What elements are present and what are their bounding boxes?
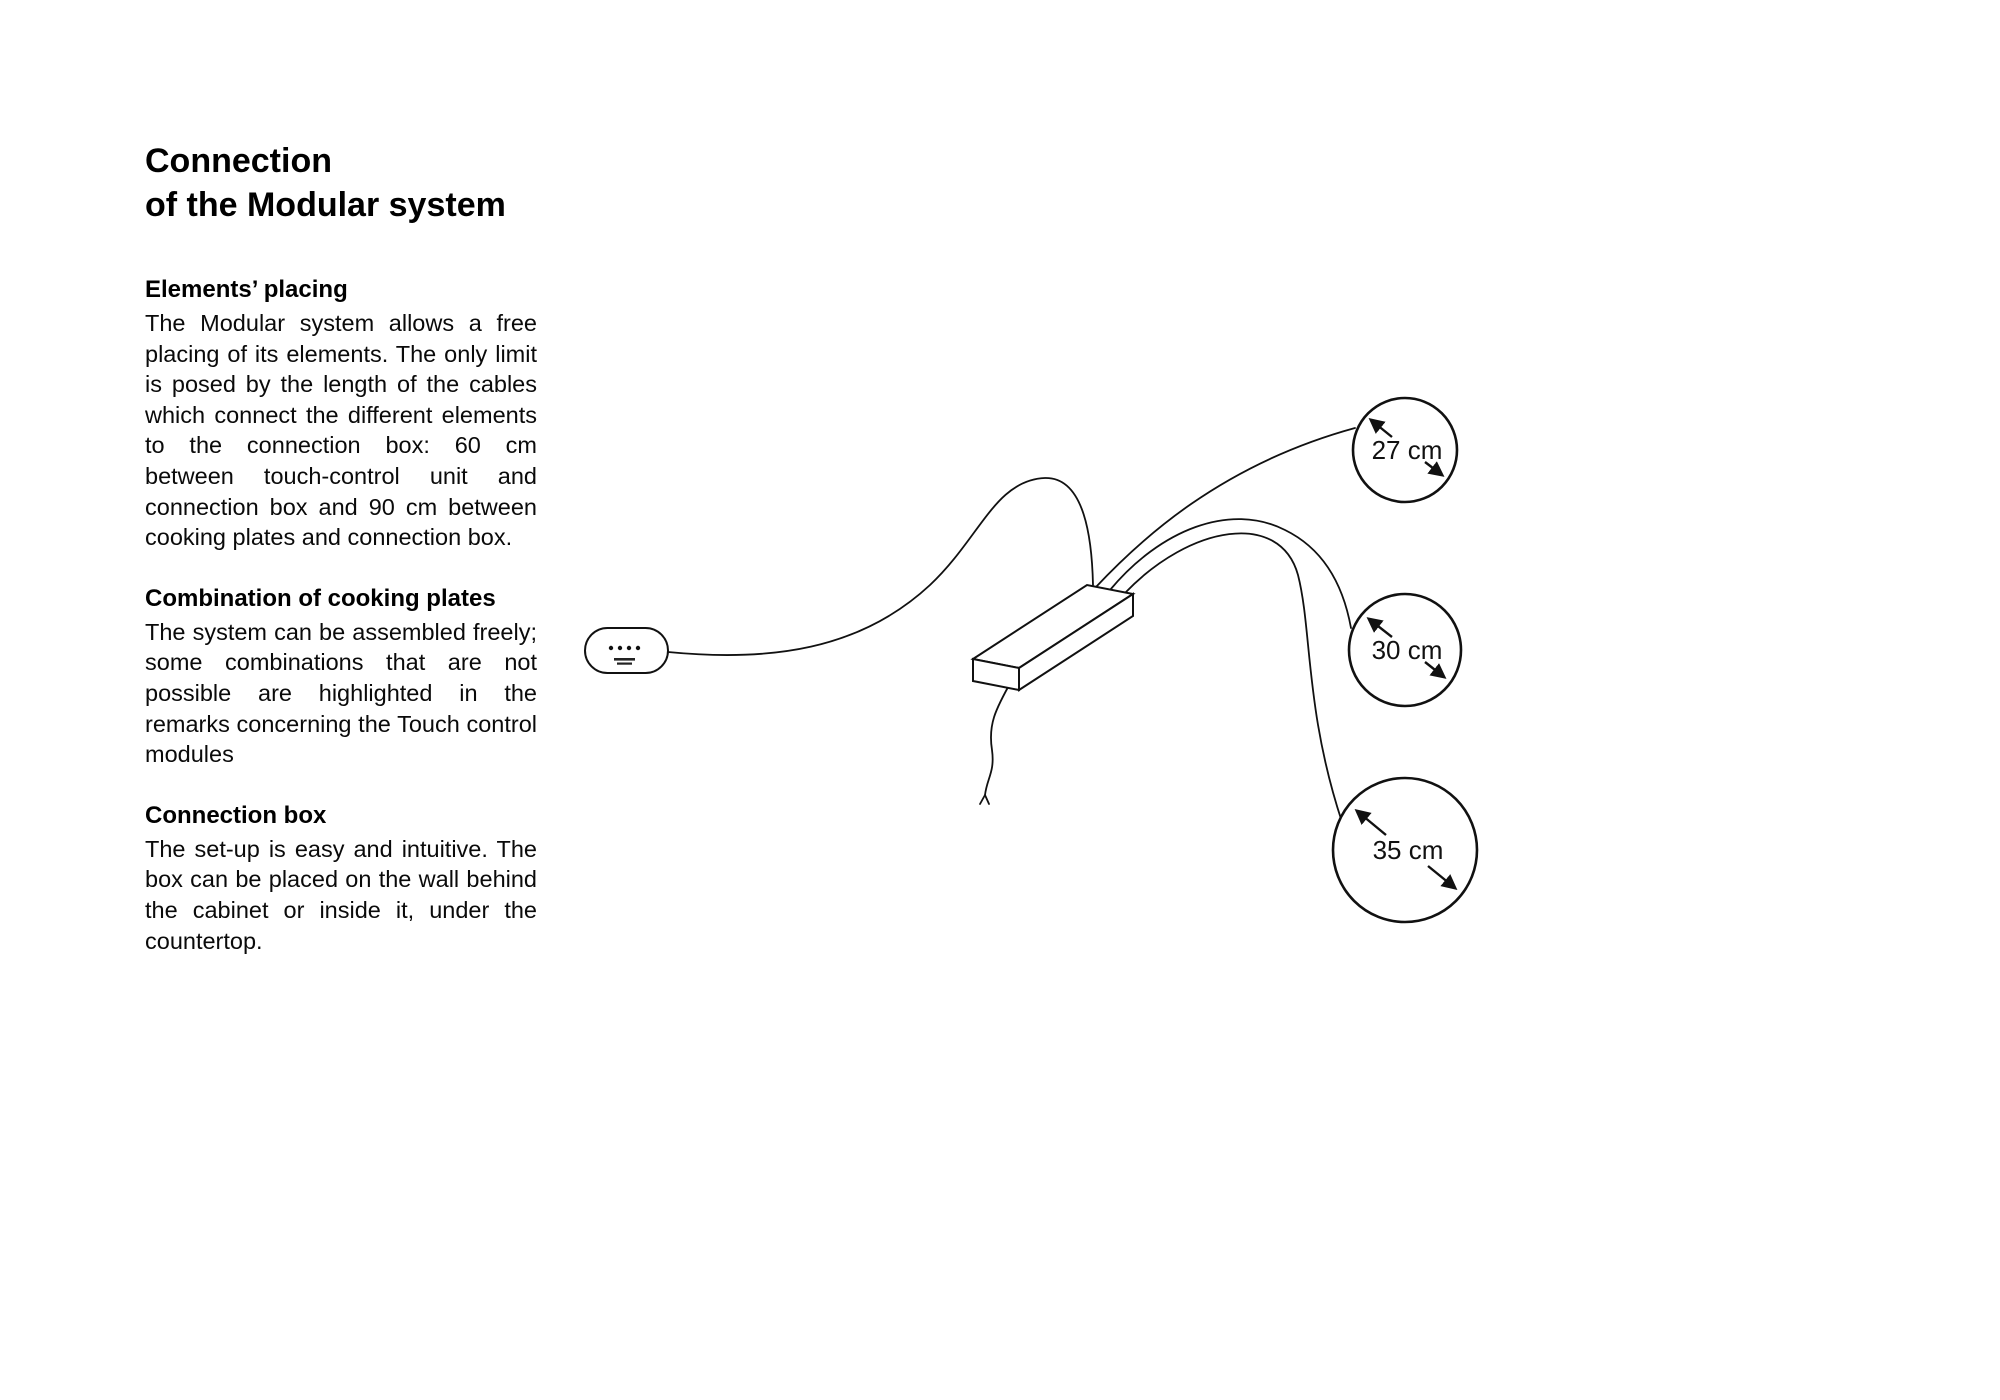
power-cable	[980, 680, 1012, 804]
plate-label-35cm: 35 cm	[1372, 835, 1444, 865]
page-title-line-2: of the Modular system	[145, 185, 506, 224]
plate-label-30cm: 30 cm	[1371, 635, 1443, 665]
section-body-combination: The system can be assembled freely; some combinations that are not possible are highlighted in the remarks concerning the Touch control modules	[145, 618, 537, 768]
touch-control-micro-text	[617, 663, 632, 665]
plate-30cm	[1349, 594, 1461, 706]
touch-control-dot	[618, 646, 622, 650]
connection-diagram-svg	[540, 380, 1500, 960]
connection-diagram	[540, 380, 1500, 960]
touch-control-dot	[627, 646, 631, 650]
plate-35cm	[1333, 778, 1477, 922]
power-cable-fray	[980, 795, 989, 804]
section-body-connection-box: The set-up is easy and intuitive. The box can be placed on the wall behind the cabinet or inside it, under the countertop.	[145, 835, 537, 954]
page-title-line-1: Connection	[145, 142, 332, 180]
section-heading-combination: Combination of cooking plates	[145, 584, 496, 612]
section-connection-box	[145, 801, 537, 956]
section-elements-placing	[145, 275, 537, 553]
text-column	[145, 140, 537, 987]
section-heading-connection-box: Connection box	[145, 801, 327, 829]
touch-control-unit	[585, 628, 668, 673]
cable-box-to-plate-35	[1125, 533, 1342, 822]
touch-control-unit-body	[585, 628, 668, 673]
section-heading-elements-placing: Elements’ placing	[145, 276, 348, 304]
touch-control-dot	[609, 646, 613, 650]
page-title	[145, 140, 537, 227]
touch-control-dot	[636, 646, 640, 650]
connection-box-shape	[973, 585, 1133, 690]
section-body-elements-placing: The Modular system allows a free placing of its elements. The only limit is posed by the length of the cables which connect the different elements to the connection box: 60 cm between touch-control unit and connection box and 90 cm between cooking plates and connection box.	[145, 310, 537, 551]
plate-label-27cm: 27 cm	[1371, 435, 1443, 465]
touch-control-micro-text	[614, 658, 635, 661]
section-combination-cooking-plates	[145, 584, 537, 770]
power-cable-line	[985, 680, 1012, 795]
plate-27cm	[1353, 398, 1457, 502]
